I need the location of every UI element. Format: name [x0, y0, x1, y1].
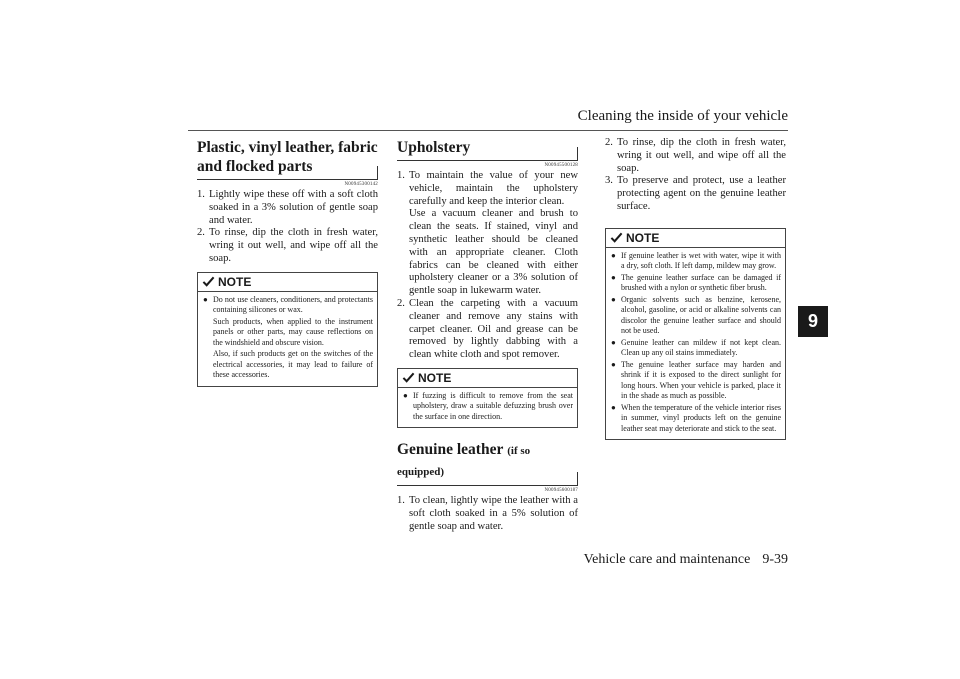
step-item: 2. To rinse, dip the cloth in fresh water, wring it out well, and wipe off all the soap.	[197, 227, 378, 264]
page-header-title: Cleaning the inside of your vehicle	[577, 108, 788, 124]
step-item: 2. Clean the carpeting with a vacuum cleaner and remove any stains with carpet cleaner. Oil and grease can be removed by lightly dabbing with a clean white cloth and spot remover.	[397, 297, 578, 361]
header-divider	[188, 130, 788, 131]
steps-list	[397, 170, 578, 362]
section-code: N00945300142	[344, 182, 378, 187]
section-genuine-leather	[397, 440, 578, 533]
note-header	[398, 369, 577, 388]
note-list	[398, 391, 577, 423]
check-icon	[202, 275, 215, 288]
section-code: N00945500128	[544, 163, 578, 168]
note-list	[198, 295, 377, 381]
note-subtext: Also, if such products get on the switches of the electrical accessories, it may lead to failure of these accessories.	[213, 349, 373, 380]
note-label: NOTE	[626, 230, 660, 245]
bullet-icon: ●	[611, 294, 616, 304]
note-list	[606, 251, 785, 435]
note-box	[397, 368, 578, 429]
step-item: 1. To maintain the value of your new vehicle, maintain the upholstery carefully and keep the interior clean. Use a vacuum cleaner and brush to clean the seats. If stained, vinyl and synthetic leather should be cleaned with an appropriate cleaner. Cloth fabrics can be cleaned with either upholstery cleaner or a 3% solution of gentle soap in lukewarm water.	[397, 170, 578, 297]
steps-list	[397, 495, 578, 533]
column-upholstery	[397, 138, 578, 534]
step-subtext: Use a vacuum cleaner and brush to clean the seats. If stained, vinyl and synthetic leather should be cleaned with an appropriate cleaner. Cloth fabrics can be cleaned with either upholstery cleaner or a 3% solution of gentle soap in lukewarm water.	[409, 208, 578, 297]
note-label: NOTE	[418, 370, 452, 385]
bullet-icon: ●	[611, 337, 616, 347]
bullet-icon: ●	[611, 402, 616, 412]
note-item: ● The genuine leather surface may harden and shrink if it is exposed to the direct sunlight for long hours. When your vehicle is parked, place it in the shade as much as possible.	[611, 359, 781, 401]
section-title-genuine-leather: Genuine leather (if so equipped)	[397, 441, 531, 479]
column-genuine-leather-cont	[605, 135, 786, 440]
note-label: NOTE	[218, 274, 252, 289]
note-item: ● Do not use cleaners, conditioners, and protectants containing silicones or wax. Such products, when applied to the instrument panels or other parts, may cause reflections on the windshield and obscure vision. Also, if such products get on the switches of the electrical accessories, it may lead to failure of these accessories.	[203, 294, 373, 380]
section-rule	[197, 179, 378, 180]
chapter-tab: 9	[798, 306, 828, 337]
footer-section: Vehicle care and maintenance	[583, 552, 751, 567]
section-code: N00945600187	[544, 488, 578, 494]
section-title-plastic: Plastic, vinyl leather, fabric and flocked parts	[197, 139, 378, 175]
section-title-upholstery: Upholstery	[397, 139, 471, 156]
step-item: 1. To clean, lightly wipe the leather with a soft cloth soaked in a 5% solution of gentle soap and water.	[397, 495, 578, 533]
section-rule	[397, 485, 578, 486]
bullet-icon: ●	[403, 390, 408, 400]
steps-list	[605, 137, 786, 214]
note-item: ● Organic solvents such as benzine, kerosene, alcohol, gasoline, or acid or alkaline solvents can discolor the genuine leather surface and should not be used.	[611, 294, 781, 336]
note-box	[605, 228, 786, 441]
bullet-icon: ●	[611, 272, 616, 282]
section-rule	[397, 160, 578, 161]
note-item: ● When the temperature of the vehicle interior rises in summer, vinyl products left on the genuine leather seat may deteriorate and stick to the seat.	[611, 402, 781, 433]
bullet-icon: ●	[203, 294, 208, 304]
bullet-icon: ●	[611, 250, 616, 260]
step-item: 1. Lightly wipe these off with a soft cloth soaked in a 3% solution of gentle soap and water.	[197, 189, 378, 226]
note-item: ● Genuine leather can mildew if not kept clean. Clean up any oil stains immediately.	[611, 337, 781, 358]
check-icon	[610, 231, 623, 244]
note-header	[606, 229, 785, 248]
column-plastic-vinyl	[197, 138, 378, 387]
page-number: 9-39	[762, 552, 788, 567]
note-box	[197, 272, 378, 387]
note-item: ● If fuzzing is difficult to remove from the seat upholstery, draw a suitable defuzzing brush over the surface in one direction.	[403, 390, 573, 421]
check-icon	[402, 371, 415, 384]
steps-list	[197, 189, 378, 266]
note-header	[198, 273, 377, 292]
bullet-icon: ●	[611, 359, 616, 369]
note-item: ● The genuine leather surface can be damaged if brushed with a nylon or synthetic fiber brush.	[611, 272, 781, 293]
step-item: 2. To rinse, dip the cloth in fresh water, wring it out well, and wipe off all the soap.	[605, 137, 786, 174]
note-subtext: Such products, when applied to the instrument panels or other parts, may cause reflections on the windshield and obscure vision.	[213, 316, 373, 347]
page-footer	[584, 552, 788, 568]
step-item: 3. To preserve and protect, use a leather protecting agent on the genuine leather surface.	[605, 175, 786, 212]
note-item: ● If genuine leather is wet with water, wipe it with a dry, soft cloth. If left damp, mildew may grow.	[611, 250, 781, 271]
